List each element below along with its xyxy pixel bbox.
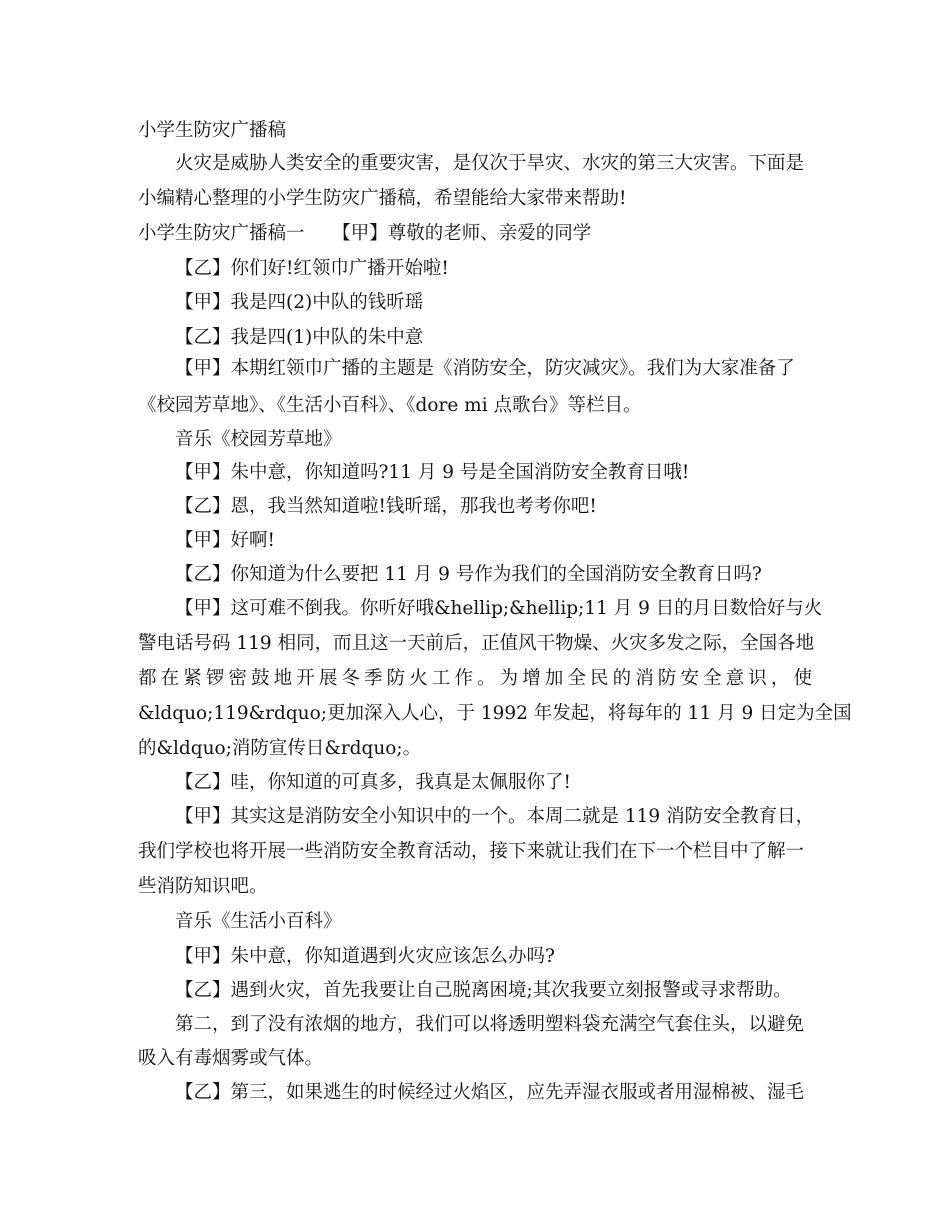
paragraph-line: 【乙】恩，我当然知道啦!钱昕瑶，那我也考考你吧!: [175, 496, 597, 517]
paragraph-line: 【甲】我是四(2)中队的钱昕瑶: [175, 292, 424, 313]
paragraph-line: 【乙】遇到火灾，首先我要让自己脱离困境;其次我要立刻报警或寻求帮助。: [175, 980, 792, 1001]
paragraph-line: 小编精心整理的小学生防灾广播稿，希望能给大家带来帮助!: [138, 188, 627, 209]
paragraph-line: 【乙】我是四(1)中队的朱中意: [175, 327, 424, 348]
paragraph-line: 【甲】朱中意，你知道遇到火灾应该怎么办吗?: [175, 946, 555, 967]
paragraph-line: 小学生防灾广播稿一 【甲】尊敬的老师、亲爱的同学: [138, 223, 592, 244]
paragraph-line: 《校园芳草地》、《生活小百科》、《dore mi 点歌台》等栏目。: [138, 395, 642, 416]
paragraph-line: 【甲】这可难不倒我。你听好哦&hellip;&hellip;11 月 9 日的月日数恰好与火: [175, 598, 823, 619]
paragraph-line: 音乐《校园芳草地》: [175, 429, 342, 450]
paragraph-line: 【乙】第三，如果逃生的时候经过火焰区，应先弄湿衣服或者用湿棉被、湿毛: [175, 1082, 805, 1103]
paragraph-line: 【乙】哇，你知道的可真多，我真是太佩服你了!: [175, 772, 571, 793]
paragraph-line: 吸入有毒烟雾或气体。: [138, 1048, 324, 1069]
paragraph-line: 的&ldquo;消防宣传日&rdquo;。: [138, 738, 422, 759]
paragraph-line: 【乙】你们好!红领巾广播开始啦!: [175, 258, 449, 279]
paragraph-line: 【乙】你知道为什么要把 11 月 9 号作为我们的全国消防安全教育日吗?: [175, 564, 762, 585]
paragraph-line: 我们学校也将开展一些消防安全教育活动，接下来就让我们在下一个栏目中了解一: [138, 841, 805, 862]
paragraph-line: 火灾是威胁人类安全的重要灾害，是仅次于旱灾、水灾的第三大灾害。下面是: [175, 153, 805, 174]
paragraph-line: 音乐《生活小百科》: [175, 911, 342, 932]
paragraph-line: &ldquo;119&rdquo;更加深入人心，于 1992 年发起，将每年的 11 月 9 日定为全国: [138, 703, 852, 724]
paragraph-line: 警电话号码 119 相同，而且这一天前后，正值风干物燥、火灾多发之际，全国各地: [138, 633, 815, 654]
paragraph-line: 【甲】好啊!: [175, 530, 275, 551]
paragraph-line: 【甲】朱中意，你知道吗?11 月 9 号是全国消防安全教育日哦!: [175, 462, 690, 483]
paragraph-line: 【甲】本期红领巾广播的主题是《消防安全，防灾减灾》。我们为大家准备了: [175, 358, 795, 379]
document-title: 小学生防灾广播稿: [138, 120, 287, 141]
paragraph-line: 都在紧锣密鼓地开展冬季防火工作。为增加全民的消防安全意识，使: [138, 668, 812, 689]
paragraph-line: 些消防知识吧。: [138, 876, 268, 897]
paragraph-line: 【甲】其实这是消防安全小知识中的一个。本周二就是 119 消防安全教育日，: [175, 806, 815, 827]
paragraph-line: 第二，到了没有浓烟的地方，我们可以将透明塑料袋充满空气套住头，以避免: [175, 1014, 805, 1035]
